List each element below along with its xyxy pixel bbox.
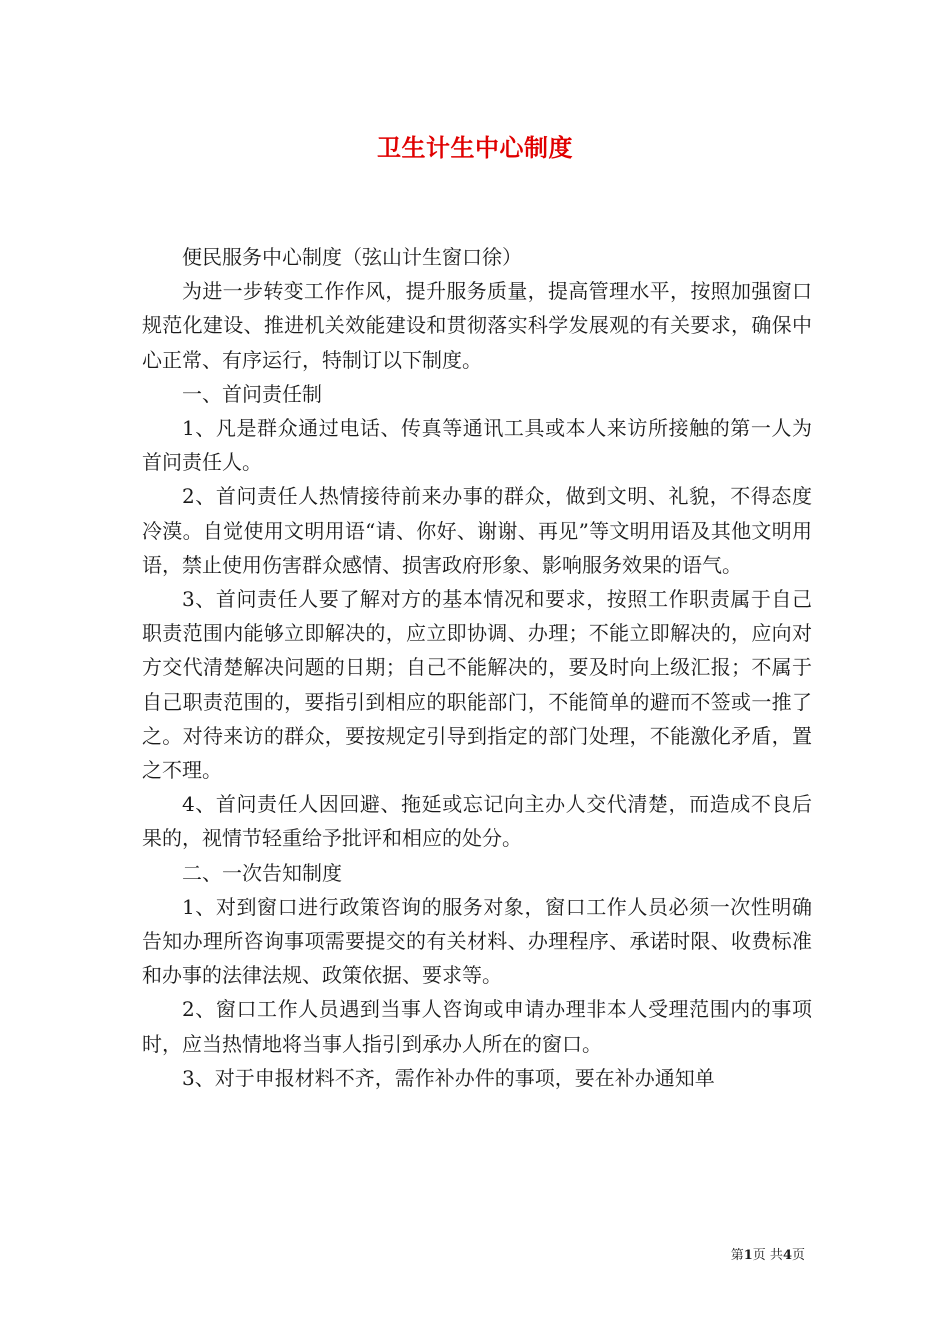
paragraph: 4、首问责任人因回避、拖延或忘记向主办人交代清楚，而造成不良后果的，视情节轻重给予批评和相应的处分。 <box>142 792 812 851</box>
current-page-number: 1 <box>743 1248 753 1263</box>
section-heading: 二、一次告知制度 <box>182 860 342 885</box>
paragraph: 2、首问责任人热情接待前来办事的群众，做到文明、礼貌，不得态度冷漠。自觉使用文明用语“请、你好、谢谢、再见”等文明用语及其他文明用语，禁止使用伤害群众感情、损害政府形象、影响服务效果的语气。 <box>142 484 812 577</box>
footer-suffix: 页 <box>791 1248 805 1263</box>
paragraph: 2、窗口工作人员遇到当事人咨询或申请办理非本人受理范围内的事项时，应当热情地将当事人指引到承办人所在的窗口。 <box>142 997 812 1056</box>
section-heading: 一、首问责任制 <box>182 381 322 406</box>
paragraph: 3、对于申报材料不齐，需作补办件的事项，要在补办通知单 <box>182 1065 715 1090</box>
footer-middle: 页 共 <box>752 1248 783 1263</box>
document-title: 卫生计生中心制度 <box>377 133 573 162</box>
paragraph: 便民服务中心制度（弦山计生窗口徐） <box>182 245 522 269</box>
document-body <box>142 240 812 1095</box>
paragraph: 1、对到窗口进行政策咨询的服务对象，窗口工作人员必须一次性明确告知办理所咨询事项需要提交的有关材料、办理程序、承诺时限、收费标准和办事的法律法规、政策依据、要求等。 <box>142 894 812 988</box>
page-footer <box>731 1244 805 1263</box>
paragraph: 1、凡是群众通过电话、传真等通讯工具或本人来访所接触的第一人为首问责任人。 <box>142 416 812 475</box>
paragraph: 3、首问责任人要了解对方的基本情况和要求，按照工作职责属于自己职责范围内能够立即解决的，应立即协调、办理；不能立即解决的，应向对方交代清楚解决问题的日期；自己不能解决的，要及时向上级汇报；不属于自己职责范围的，要指引到相应的职能部门，不能简单的避而不签或一推了之。对待来访的群众，要按规定引导到指定的部门处理，不能激化矛盾，置之不理。 <box>142 587 812 783</box>
total-pages-number: 4 <box>782 1248 792 1263</box>
paragraph: 为进一步转变工作作风，提升服务质量，提高管理水平，按照加强窗口规范化建设、推进机关效能建设和贯彻落实科学发展观的有关要求，确保中心正常、有序运行，特制订以下制度。 <box>142 279 812 372</box>
footer-prefix: 第 <box>730 1248 744 1263</box>
